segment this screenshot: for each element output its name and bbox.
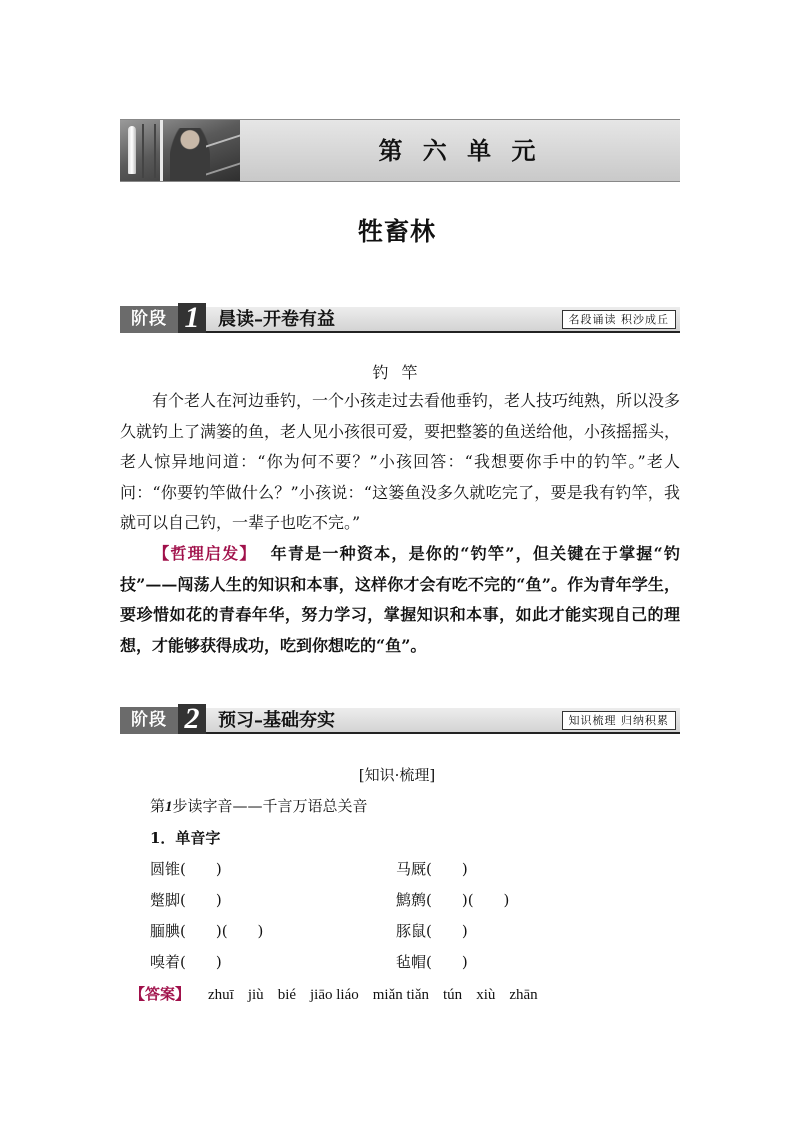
sub-title: 1．单音字 (150, 829, 221, 847)
answer-item: jiāo liáo (310, 987, 359, 1003)
stage-label: 阶段 (120, 306, 178, 333)
list-item: 马厩( ) (396, 860, 468, 878)
answer-item: jiù (247, 987, 264, 1003)
story-paragraph (120, 386, 680, 539)
answer-line (130, 983, 552, 1004)
answer-label: 【答案】 (130, 985, 191, 1003)
list-item: 毡帽( ) (396, 953, 468, 971)
step-number: 1 (165, 799, 173, 815)
unit-banner (120, 119, 680, 182)
story-title: 钓 竿 (372, 363, 422, 382)
stage-number: 2 (178, 704, 206, 734)
stage-2-header (120, 702, 680, 735)
stage-label: 阶段 (120, 707, 178, 734)
list-item: 腼腆( )( ) (150, 922, 264, 940)
list-item: 蹩脚( ) (150, 891, 222, 909)
insight-paragraph (120, 539, 680, 661)
insight-text: 年青是一种资本，是你的“钓竿”，但关键在于掌握“钓技”——闯荡人生的知识和本事，这样你才会有吃不完的“鱼”。作为青年学生，要珍惜如花的青春年华，努力学习，掌握知识和本事，如此才能实现自己的理想，才能够获得成功，吃到你想吃的“鱼”。 (120, 544, 680, 655)
insight-label: 【哲理启发】 (152, 544, 257, 563)
answer-item: zhuī (208, 987, 234, 1003)
lesson-title: 牲畜林 (357, 217, 436, 246)
list-item: 嗅着( ) (150, 953, 222, 971)
section-title: [知识·梳理] (358, 766, 436, 784)
stage-heading: 晨读–开卷有益 (218, 309, 335, 330)
stage-heading: 预习–基础夯实 (218, 710, 335, 731)
stage-1-header (120, 301, 680, 334)
story-text: 有个老人在河边垂钓，一个小孩走过去看他垂钓，老人技巧纯熟，所以没多久就钓上了满篓的鱼，老人见小孩很可爱，要把整篓的鱼送给他，小孩摇摇头，老人惊异地问道：“你为何不要？”小孩回答：“我想要你手中的钓竿。”老人问：“你要钓竿做什么？”小孩说：“这篓鱼没多久就吃完了，要是我有钓竿，我就可以自己钓，一辈子也吃不完。” (120, 391, 681, 532)
answer-item: miǎn tiǎn (372, 987, 430, 1003)
answer-item: xiù (476, 987, 496, 1003)
answer-item: tún (443, 987, 463, 1003)
stage-tag: 名段诵读 积沙成丘 (562, 310, 677, 329)
list-item: 豚鼠( ) (396, 922, 468, 940)
answer-item: bié (277, 987, 297, 1003)
list-item: 圆锥( ) (150, 860, 222, 878)
answer-item: zhān (509, 987, 538, 1003)
space-launch-photo-icon (120, 120, 240, 181)
step-text: 步读字音——千言万语总关音 (172, 797, 368, 815)
unit-title: 第 六 单 元 (378, 136, 542, 165)
step-line: 第1步读字音——千言万语总关音 (150, 797, 368, 815)
stage-number: 1 (178, 303, 206, 333)
stage-tag: 知识梳理 归纳积累 (562, 711, 677, 730)
list-item: 鹪鹩( )( ) (396, 891, 510, 909)
